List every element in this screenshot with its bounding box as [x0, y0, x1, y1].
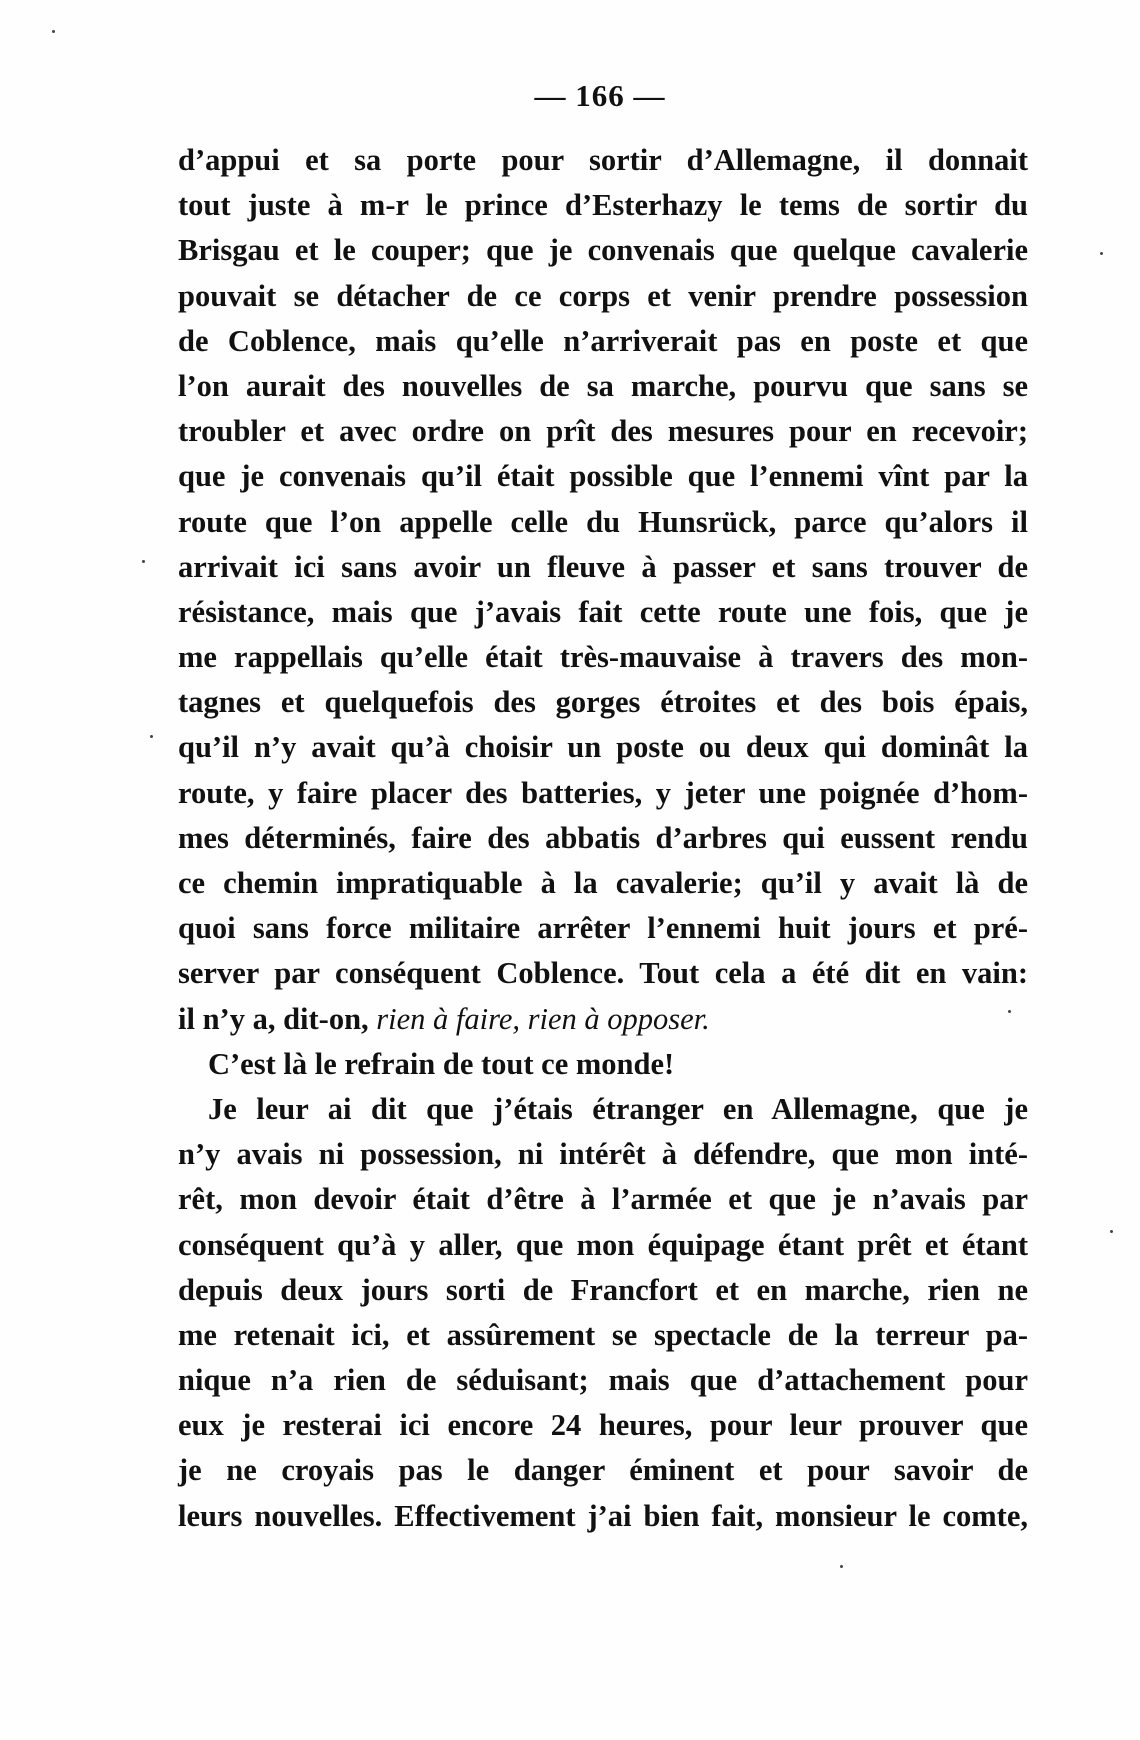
- page-number: — 166 —: [534, 78, 666, 113]
- scan-speck: [52, 30, 55, 33]
- text-line: qu’il n’y avait qu’à choisir un poste ou deux qui dominât la: [178, 730, 1028, 765]
- text-line: ce chemin impratiquable à la cavalerie; qu’il y avait là de: [178, 866, 1028, 900]
- text-line: route que l’on appelle celle du Hunsrück, parce qu’alors il: [178, 504, 1028, 539]
- body-text: [178, 138, 1028, 1539]
- text-line: je ne croyais pas le danger éminent et pour savoir de: [178, 1453, 1028, 1488]
- text-segment: [520, 1002, 528, 1036]
- scan-speck: [1008, 1010, 1011, 1013]
- scan-speck: [150, 735, 153, 738]
- italic-phrase: rien à faire,: [376, 1001, 521, 1036]
- text-line: d’appui et sa porte pour sortir d’Allemagne, il donnait: [178, 143, 1028, 177]
- text-line: l’on aurait des nouvelles de sa marche, pourvu que sans se: [178, 368, 1028, 403]
- text-line: tagnes et quelquefois des gorges étroites et des bois épais,: [178, 685, 1028, 720]
- text-line: nique n’a rien de séduisant; mais que d’attachement pour: [178, 1363, 1028, 1398]
- scan-speck: [1100, 252, 1103, 255]
- scan-speck: [142, 560, 145, 563]
- text-line-italic-phrase: [178, 997, 1028, 1042]
- scan-speck: [1110, 1230, 1113, 1233]
- text-line: troubler et avec ordre on prît des mesures pour en recevoir;: [178, 414, 1028, 449]
- text-line: leurs nouvelles. Effectivement j’ai bien fait, monsieur le comte,: [178, 1498, 1028, 1533]
- text-line: C’est là le refrain de tout ce monde!: [208, 1046, 675, 1081]
- text-line: arrivait ici sans avoir un fleuve à passer et sans trouver de: [178, 549, 1028, 584]
- text-line: n’y avais ni possession, ni intérêt à défendre, que mon inté-: [178, 1137, 1028, 1172]
- text-line: de Coblence, mais qu’elle n’arriverait pas en poste et que: [178, 323, 1028, 358]
- text-line: tout juste à m-r le prince d’Esterhazy le tems de sortir du: [178, 188, 1028, 223]
- paragraph-start-line: Je leur ai dit que j’étais étranger en Allemagne, que je: [208, 1091, 1028, 1126]
- text-line: mes déterminés, faire des abbatis d’arbres qui eussent rendu: [178, 820, 1028, 855]
- text-line: Brisgau et le couper; que je convenais que quelque cavalerie: [178, 233, 1028, 268]
- text-line: quoi sans force militaire arrêter l’ennemi huit jours et pré-: [178, 911, 1028, 946]
- scan-speck: [840, 1565, 843, 1568]
- text-line: me rappellais qu’elle était très-mauvaise à travers des mon-: [178, 640, 1028, 675]
- text-line: depuis deux jours sorti de Francfort et en marche, rien ne: [178, 1272, 1028, 1307]
- text-line: rêt, mon devoir était d’être à l’armée et que je n’avais par: [178, 1182, 1028, 1217]
- text-line: conséquent qu’à y aller, que mon équipage étant prêt et étant: [178, 1227, 1028, 1262]
- text-line: que je convenais qu’il était possible que l’ennemi vînt par la: [178, 459, 1028, 494]
- italic-phrase: rien à opposer.: [527, 1001, 710, 1036]
- text-line: pouvait se détacher de ce corps et venir prendre possession: [178, 278, 1028, 313]
- text-line: server par conséquent Coblence. Tout cela a été dit en vain:: [178, 956, 1028, 991]
- text-line: route, y faire placer des batteries, y jeter une poignée d’hom-: [178, 775, 1028, 810]
- text-segment: il n’y a, dit-on,: [178, 1001, 377, 1036]
- text-line: eux je resterai ici encore 24 heures, pour leur prouver que: [178, 1408, 1028, 1443]
- text-line: me retenait ici, et assûrement se spectacle de la terreur pa-: [178, 1317, 1028, 1352]
- text-line: résistance, mais que j’avais fait cette route une fois, que je: [178, 594, 1028, 629]
